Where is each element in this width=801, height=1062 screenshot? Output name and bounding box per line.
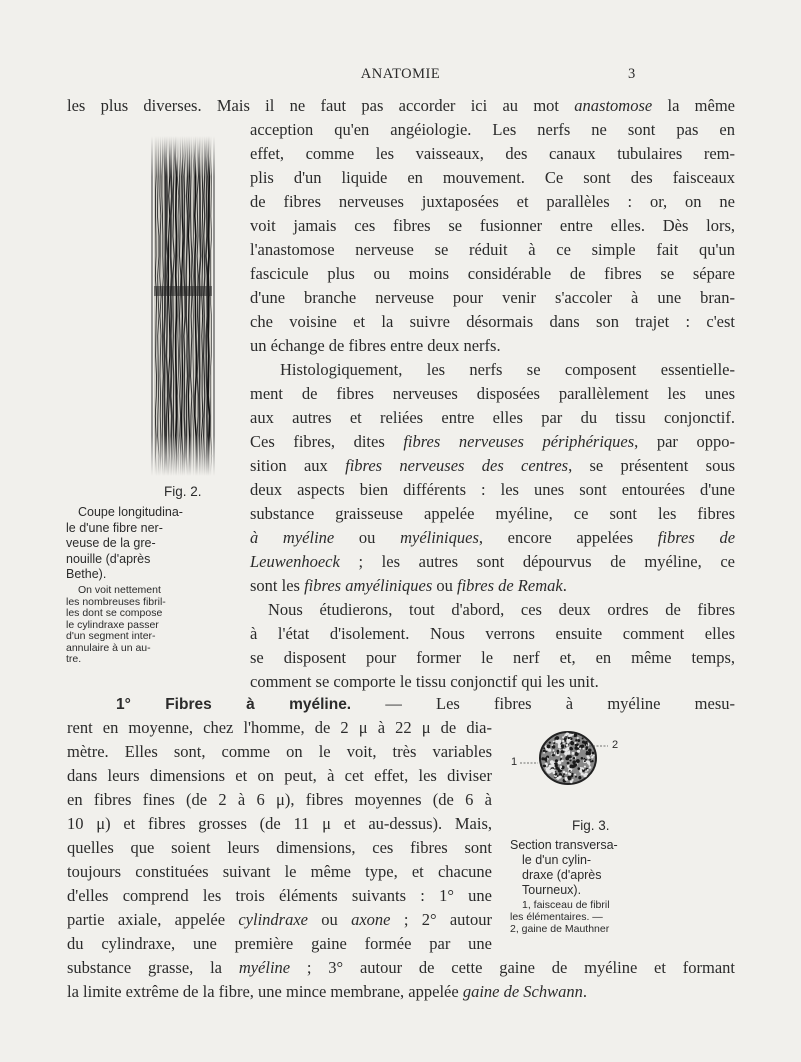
body-line: fascicule plus ou moins considérable de fibres se sépare (250, 264, 735, 283)
running-head: ANATOMIE (360, 66, 441, 82)
fibril-dot (570, 780, 573, 783)
fibril-dot (562, 775, 564, 777)
text-run: cylindraxe (238, 910, 308, 929)
text-run: fibres amyéliniques (304, 576, 433, 595)
fibril-dot (577, 739, 580, 742)
fibril-dot (581, 744, 584, 747)
fibril-dot (574, 735, 576, 737)
note-line: le cylindraxe passer (66, 618, 159, 631)
fibril-dot (547, 744, 551, 748)
fig2-illustration (140, 136, 226, 476)
text-run: Leuwenhoeck (250, 552, 340, 571)
text-run: fibres nerveuses des centres (345, 456, 569, 475)
fibril-dot (592, 752, 595, 755)
text-run: la limite extrême de la fibre, une mince membrane, appelée (67, 982, 463, 1001)
text-run: , par oppo- (634, 432, 735, 451)
fibril-dot (547, 770, 551, 774)
fibril-dot (560, 766, 562, 768)
fibril-dot (569, 770, 571, 772)
fibril-dot (561, 759, 564, 762)
fibril-dot (575, 739, 577, 741)
fibril-dot (558, 761, 562, 765)
body-line: quelles que soient leurs dimensions, ces fibres sont (67, 838, 492, 857)
fibril-dot (549, 764, 552, 767)
fibril-dot (565, 756, 569, 760)
body-line: en fibres fines (de 2 à 6 μ), fibres moyennes (de 6 à (67, 790, 492, 809)
body-line: se disposent pour former le nerf et, en même temps, (250, 648, 735, 667)
fibril-dot (587, 756, 590, 759)
fibril-dot (557, 750, 560, 753)
text-run: . (582, 982, 588, 1001)
body-line: mètre. Elles sont, comme on le voit, très variables (67, 742, 492, 761)
text-run: ou (432, 576, 458, 595)
fibril-dot (589, 759, 591, 761)
fibril-dot (555, 767, 558, 770)
fibril-dot (570, 741, 574, 745)
body-line (67, 908, 492, 932)
fibril-dot (555, 736, 559, 740)
caption-line: le d'un cylin- (522, 853, 592, 867)
fibril-dot (588, 752, 592, 756)
text-run: myéline (238, 958, 291, 977)
fibril-dot (577, 750, 580, 753)
body-line (250, 550, 735, 574)
caption-line: Section transversa- (510, 838, 618, 852)
fibril-dot (573, 757, 575, 759)
fibril-dot (553, 749, 555, 751)
note-line: 2, gaine de Mauthner (510, 923, 610, 935)
fibril-dot (551, 744, 553, 746)
fibril-dot (562, 736, 564, 738)
fibril-dot (579, 748, 581, 750)
fibril-dot (581, 757, 584, 760)
body-line: deux aspects bien différents : les unes sont entourées d'une (250, 480, 735, 499)
text-run: partie axiale, appelée (67, 910, 239, 929)
fibril-dot (555, 759, 558, 762)
caption-line: Tourneux). (522, 883, 582, 897)
body-line: aux autres et reliées entre elles par du tissu conjonctif. (250, 408, 735, 427)
body-line: ment de fibres nerveuses disposées parallèlement les unes (250, 384, 735, 403)
fibril-dot (563, 743, 565, 745)
fibril-dot (585, 748, 587, 750)
fibril-dot (563, 749, 565, 751)
fibril-dot (564, 748, 568, 752)
section-heading-line (116, 692, 735, 717)
fibril-dot (543, 747, 545, 749)
body-line: l'anastomose nerveuse se réduit à ce simple fait qu'un (250, 240, 735, 259)
fibril-dot (577, 737, 579, 739)
fibril-dot (572, 752, 575, 755)
note-line: d'un segment inter- (66, 630, 156, 642)
body-line: Nous étudierons, tout d'abord, ces deux ordres de fibres (268, 600, 735, 619)
body-line: 10 μ) et fibres grosses (de 11 μ et au-dessus). Mais, (67, 814, 492, 833)
body-line (250, 430, 735, 454)
fibril-dot (551, 754, 553, 756)
fibril-dot (568, 772, 570, 774)
fibril-dot (567, 762, 570, 765)
body-line: voit jamais ces fibres se fusionner entre elles. Dès lors, (250, 216, 735, 235)
fibril-dot (574, 742, 576, 744)
body-line: à l'état d'isolement. Nous verrons ensuite comment elles (250, 624, 735, 643)
text-run: fibres de (657, 528, 736, 547)
fibril-dot (589, 766, 592, 769)
note-line: les élémentaires. — (510, 911, 603, 923)
body-line (250, 454, 735, 478)
body-line (262, 358, 735, 382)
fibril-dot (579, 776, 581, 778)
fig3-illustration (508, 722, 626, 818)
fibril-dot (579, 770, 582, 773)
caption-line: nouille (d'après (66, 551, 151, 566)
fibril-dot (550, 760, 554, 764)
section-heading: 1° Fibres à myéline. (116, 696, 352, 713)
body-line: toujours constituées suivant le même type, et chacune (67, 862, 492, 881)
fibril-dot (557, 777, 560, 780)
fibril-dot (568, 776, 572, 780)
fibril-dot (591, 760, 593, 762)
fibril-dot (562, 740, 564, 742)
text-run: axone (351, 910, 391, 929)
fibril-dot (545, 760, 547, 762)
body-line (250, 526, 735, 550)
body-line: de fibres nerveuses juxtaposées et parallèles : or, on ne (250, 192, 735, 211)
body-line: plis d'un liquide en mouvement. Ce sont des faisceaux (250, 168, 735, 187)
caption-line: draxe (d'après (522, 868, 602, 882)
fibril-dot (571, 773, 573, 775)
text-run: fibres de Remak (457, 576, 563, 595)
body-line (67, 956, 735, 980)
body-line: un échange de fibres entre deux nerfs. (250, 336, 501, 355)
fibril-dot (551, 769, 555, 773)
body-line: d'elles comprend les trois éléments suivants : 1° une (67, 886, 492, 905)
fibril-dot (588, 749, 592, 753)
body-line: acception qu'en angéiologie. Les nerfs ne sont pas en (250, 120, 735, 139)
fibril-dot (582, 741, 585, 744)
text-run: la même (652, 96, 736, 115)
body-line-top (67, 94, 735, 118)
note-line: les nombreuses fibril- (66, 595, 166, 608)
fibril-dot (577, 767, 580, 770)
fibril-dot (543, 752, 545, 754)
text-run: gaine de Schwann (462, 982, 583, 1001)
text-run: sition aux (250, 456, 346, 475)
body-line: substance graisseuse appelée myéline, ce sont les fibres (250, 504, 735, 523)
fibril-dot (586, 760, 589, 763)
body-line: effet, comme les vaisseaux, des canaux tubulaires rem- (250, 144, 735, 163)
fibril-dot (581, 772, 584, 775)
fibril-dot (565, 772, 567, 774)
fibril-dot (541, 757, 544, 760)
fibril-dot (569, 759, 571, 761)
fibril-dot (574, 746, 577, 749)
text-run: sont les (250, 576, 305, 595)
text-run: substance grasse, la (67, 958, 239, 977)
fibril-dot (585, 772, 588, 775)
fibril-dot (574, 774, 576, 776)
fibril-dot (572, 764, 575, 767)
note-line: annulaire à un au- (66, 641, 151, 654)
text-run: anastomose (574, 96, 653, 115)
fibril-dot (576, 760, 578, 762)
fibril-dot (549, 741, 551, 743)
caption-line: veuse de la gre- (66, 536, 156, 550)
fibril-dot (587, 769, 589, 771)
text-run: ou (334, 528, 401, 547)
caption-line: Bethe). (66, 567, 107, 581)
note-line: On voit nettement (78, 584, 161, 596)
text-run: — Les fibres à myéline mesu- (351, 694, 735, 713)
text-run: myéliniques (400, 528, 479, 547)
page-number: 3 (628, 66, 636, 82)
fibril-dot (552, 752, 554, 754)
fibril-dot (548, 748, 551, 751)
text-run: , se présentent sous (568, 456, 735, 475)
body-line: dans leurs dimensions et on peut, à cet effet, les diviser (67, 766, 492, 785)
fibril-dot (583, 758, 585, 760)
body-line: du cylindraxe, une première gaine formée par une (67, 934, 492, 953)
text-run: Ces fibres, dites (250, 432, 404, 451)
text-run: ; 3° autour de cette gaine de myéline et formant (290, 958, 735, 977)
fibril-dot (543, 764, 546, 767)
fibril-dot (561, 756, 563, 758)
caption-line: Coupe longitudina- (78, 505, 183, 519)
note-line: tre. (66, 653, 82, 665)
fig2-title: Fig. 2. (164, 484, 202, 499)
body-line (250, 574, 735, 598)
fibril-dot (585, 759, 587, 761)
note-line: 1, faisceau de fibril (522, 899, 610, 911)
text-run: les plus diverses. Mais il ne faut pas accorder ici au mot (67, 96, 575, 115)
text-run: ; les autres sont dépourvus de myéline, ce (339, 552, 735, 571)
fibril-dot (566, 744, 569, 747)
body-line (67, 980, 735, 1004)
fibril-dot (558, 742, 561, 745)
body-line: che voisine et la suivre désormais dans son trajet : c'est (250, 312, 735, 331)
fibril-dot (584, 766, 586, 768)
text-run: ou (308, 910, 352, 929)
text-run: à myéline (250, 528, 335, 547)
text-run: ; 2° autour (390, 910, 493, 929)
fibril-dot (569, 734, 572, 737)
fibril-dot (557, 752, 559, 754)
fibril-dot (563, 771, 566, 774)
caption-line: le d'une fibre ner- (66, 520, 163, 535)
fibril-dot (593, 755, 595, 757)
fibril-dot (561, 744, 564, 747)
body-line: comment se comporte le tissu conjonctif qui les unit. (250, 672, 599, 691)
fibril-dot (553, 742, 555, 744)
body-line: rent en moyenne, chez l'homme, de 2 μ à 22 μ de dia- (67, 718, 492, 737)
fibril-dot (546, 751, 548, 753)
body-line: d'une branche nerveuse pour venir s'accoler à une bran- (250, 288, 735, 307)
fibril-dot (583, 748, 585, 750)
fig3-label-2: 2 (612, 739, 619, 751)
fibril-dot (569, 747, 572, 750)
fibril-dot (552, 746, 554, 748)
text-run: , encore appelées (478, 528, 658, 547)
fibril-dot (561, 750, 564, 753)
note-line: les dont se compose (66, 607, 163, 619)
fig3-label-1: 1 (511, 756, 518, 768)
fibril-dot (563, 773, 565, 775)
text-run: fibres nerveuses périphériques (403, 432, 635, 451)
fibril-dot (575, 776, 577, 778)
fibril-dot (582, 737, 584, 739)
text-run: Histologiquement, les nerfs se composent essentielle- (280, 360, 735, 379)
fig3-title: Fig. 3. (572, 818, 610, 833)
text-run: . (562, 576, 567, 595)
